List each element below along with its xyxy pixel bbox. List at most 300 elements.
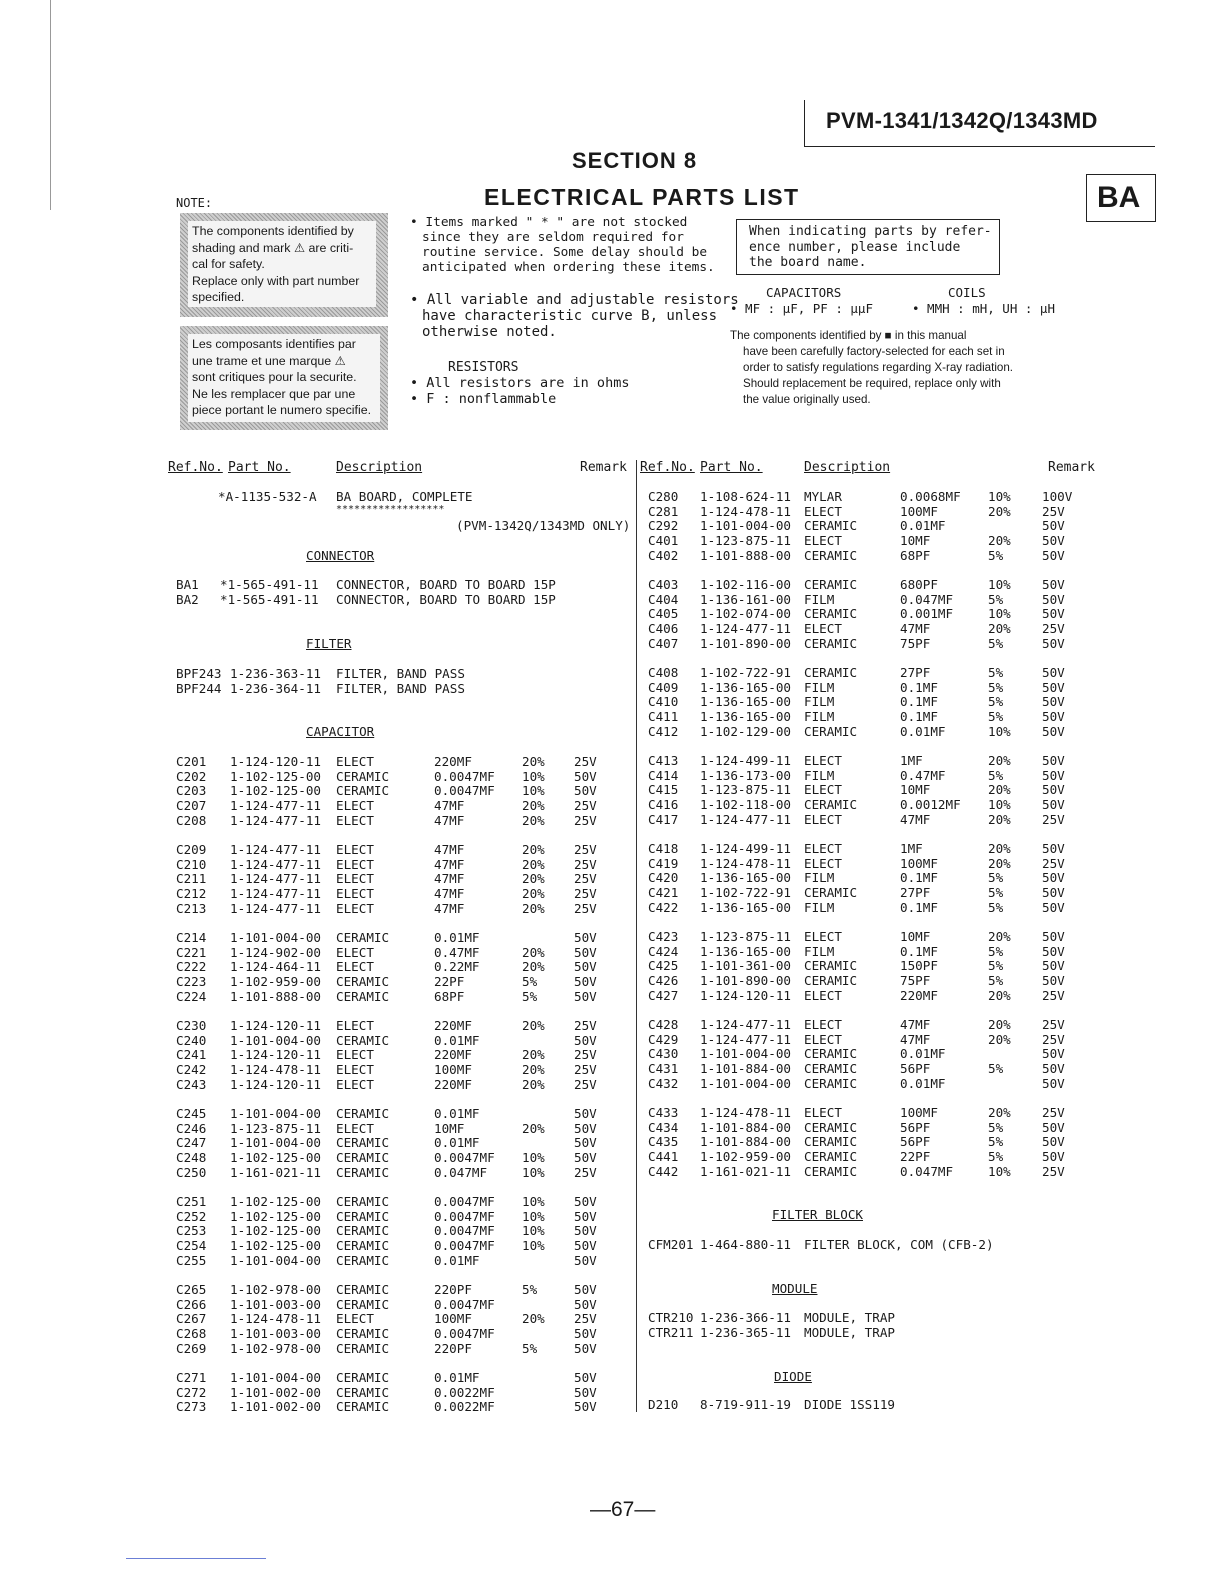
capacitor-row[interactable] — [648, 548, 1088, 563]
description: MODULE, TRAP — [804, 1310, 895, 1325]
cap-type: ELECT — [804, 811, 842, 827]
part-no: 1-102-978-00 — [230, 1340, 321, 1356]
part-no: 1-101-004-00 — [700, 518, 791, 534]
capacitor-row[interactable] — [176, 959, 616, 974]
part-no: 1-161-021-11 — [700, 1163, 791, 1179]
cap-tolerance: 5% — [988, 679, 1004, 695]
ref-no: C411 — [648, 709, 679, 725]
part-no: 1-101-890-00 — [700, 973, 791, 989]
cap-tolerance: 20% — [522, 1076, 545, 1092]
note-english-box — [180, 213, 388, 317]
cap-value: 0.0047MF — [434, 1194, 495, 1209]
ref-no: C409 — [648, 679, 679, 695]
capacitor-row[interactable] — [648, 1046, 1088, 1061]
cap-voltage: 50V — [1042, 1149, 1065, 1165]
cap-tolerance: 20% — [522, 871, 545, 887]
filter-block-title: FILTER BLOCK — [772, 1207, 863, 1222]
part-no: 1-124-499-11 — [700, 841, 791, 856]
capacitor-row[interactable] — [176, 1150, 616, 1165]
cap-tolerance: 10% — [988, 606, 1011, 622]
cap-tolerance: 5% — [522, 988, 538, 1004]
cap-type: ELECT — [336, 1018, 374, 1033]
capacitor-row[interactable] — [176, 901, 616, 916]
capacitor-row[interactable] — [176, 1385, 616, 1400]
cap-type: CERAMIC — [336, 768, 390, 784]
capacitor-row[interactable] — [176, 857, 616, 872]
capacitor-row[interactable] — [176, 1135, 616, 1150]
ref-no: C248 — [176, 1150, 207, 1166]
capacitor-row[interactable] — [648, 768, 1088, 783]
ref-no: C423 — [648, 929, 679, 944]
cap-type: CERAMIC — [336, 988, 390, 1004]
capacitor-row[interactable] — [176, 930, 616, 945]
filter-block-desc: FILTER BLOCK, COM (CFB-2) — [804, 1237, 994, 1252]
capacitor-row[interactable] — [176, 1341, 616, 1356]
ref-no: C421 — [648, 885, 679, 901]
capacitor-row[interactable] — [176, 1194, 616, 1209]
cap-value: 220MF — [900, 987, 938, 1003]
cap-voltage: 50V — [574, 1208, 597, 1224]
board-tag — [1086, 174, 1156, 222]
cap-value: 0.1MF — [900, 870, 938, 886]
cap-type: CERAMIC — [336, 1370, 390, 1385]
ref-no: C251 — [176, 1194, 207, 1209]
capacitor-row[interactable] — [176, 1370, 616, 1385]
capacitor-row[interactable] — [176, 1209, 616, 1224]
cap-tolerance: 5% — [522, 1340, 538, 1356]
cap-tolerance: 5% — [988, 973, 1004, 989]
capacitor-row[interactable] — [176, 1018, 616, 1033]
part-no: *1-565-491-11 — [220, 577, 319, 592]
ref-no: C405 — [648, 606, 679, 622]
capacitor-row[interactable] — [176, 1062, 616, 1077]
cap-voltage: 25V — [574, 798, 597, 814]
ref-no: C435 — [648, 1134, 679, 1150]
cap-type: FILM — [804, 709, 835, 725]
part-no: 1-101-003-00 — [230, 1296, 321, 1312]
capacitor-row[interactable] — [648, 665, 1088, 680]
capacitor-row[interactable] — [648, 944, 1088, 959]
diode-row[interactable] — [648, 1397, 1068, 1412]
capacitor-row[interactable] — [176, 1253, 616, 1268]
ref-no: C403 — [648, 577, 679, 592]
ref-no: C431 — [648, 1061, 679, 1077]
note-english-line: specified. — [192, 290, 245, 304]
diode-desc: DIODE 1SS119 — [804, 1397, 895, 1412]
part-no: 1-101-004-00 — [230, 1135, 321, 1151]
cap-value: 0.0047MF — [434, 1208, 495, 1224]
ref-no: C221 — [176, 944, 207, 960]
capacitor-row[interactable] — [176, 989, 616, 1004]
cap-value: 47MF — [434, 856, 465, 872]
cap-type: CERAMIC — [804, 635, 858, 651]
part-no: 1-101-004-00 — [700, 1075, 791, 1091]
capacitor-row[interactable] — [176, 1077, 616, 1092]
part-no: 1-102-125-00 — [230, 1238, 321, 1254]
cap-value: 0.0047MF — [434, 1326, 495, 1342]
left-margin-line — [50, 0, 51, 210]
cap-voltage: 25V — [1042, 1031, 1065, 1047]
diode-part: 8-719-911-19 — [700, 1397, 791, 1412]
cap-type: CERAMIC — [804, 1149, 858, 1165]
cap-value: 56PF — [900, 1119, 931, 1135]
capacitor-row[interactable] — [176, 1238, 616, 1253]
ref-no: C247 — [176, 1135, 207, 1151]
cap-value: 0.0047MF — [434, 768, 495, 784]
cap-voltage: 50V — [1042, 591, 1065, 607]
cap-voltage: 50V — [1042, 709, 1065, 725]
capacitor-row[interactable] — [648, 988, 1088, 1003]
cap-value: 100MF — [434, 1062, 472, 1078]
ref-no: C265 — [176, 1282, 207, 1297]
capacitor-row[interactable] — [648, 636, 1088, 651]
description: CONNECTOR, BOARD TO BOARD 15P — [336, 591, 556, 607]
capacitor-row[interactable] — [648, 592, 1088, 607]
cap-value: 47MF — [900, 621, 931, 637]
capacitor-row[interactable] — [648, 1134, 1088, 1149]
part-no: 1-102-959-00 — [700, 1149, 791, 1165]
capacitor-row[interactable] — [648, 680, 1088, 695]
capacitors-unit-title: CAPACITORS — [766, 285, 842, 300]
capacitor-row[interactable] — [648, 1164, 1088, 1179]
cap-value: 220PF — [434, 1282, 472, 1297]
cap-tolerance: 20% — [522, 959, 545, 975]
capacitor-row[interactable] — [648, 1105, 1088, 1120]
cap-voltage: 25V — [1042, 503, 1065, 519]
cap-tolerance: 20% — [988, 841, 1011, 856]
capacitor-row[interactable] — [648, 885, 1088, 900]
cap-type: ELECT — [336, 798, 374, 814]
capacitor-row[interactable] — [176, 1033, 616, 1048]
cap-voltage: 50V — [574, 944, 597, 960]
cap-type: ELECT — [336, 1062, 374, 1078]
cap-voltage: 50V — [574, 959, 597, 975]
cap-voltage: 50V — [574, 974, 597, 990]
capacitor-row[interactable] — [176, 1399, 616, 1414]
capacitor-row[interactable] — [176, 1165, 616, 1180]
cap-voltage: 25V — [574, 1076, 597, 1092]
cap-value: 0.01MF — [434, 1106, 480, 1121]
capacitor-row[interactable] — [648, 1017, 1088, 1032]
cap-value: 27PF — [900, 665, 931, 680]
connector-row[interactable] — [176, 577, 616, 592]
cap-type: CERAMIC — [804, 1163, 858, 1179]
capacitor-row[interactable] — [176, 871, 616, 886]
cap-value: 22PF — [900, 1149, 931, 1165]
cap-value: 220MF — [434, 1047, 472, 1063]
cap-type: CERAMIC — [804, 577, 858, 592]
cap-voltage: 50V — [574, 1032, 597, 1048]
cap-type: ELECT — [336, 944, 374, 960]
cap-value: 100MF — [434, 1311, 472, 1327]
ref-no: C416 — [648, 797, 679, 813]
cap-type: ELECT — [804, 1017, 842, 1032]
cap-tolerance: 20% — [988, 1105, 1011, 1120]
capacitor-row[interactable] — [648, 724, 1088, 739]
cap-voltage: 25V — [1042, 855, 1065, 871]
cap-voltage: 25V — [1042, 987, 1065, 1003]
capacitor-row[interactable] — [176, 1047, 616, 1062]
bottom-left-rule — [126, 1558, 266, 1559]
cap-voltage: 50V — [1042, 1119, 1065, 1135]
part-no: 1-123-875-11 — [700, 782, 791, 798]
ref-no: C410 — [648, 694, 679, 710]
capacitor-row[interactable] — [648, 606, 1088, 621]
ref-no: C224 — [176, 988, 207, 1004]
note-french-line: une trame et une marque ⚠ — [192, 353, 346, 368]
connector-section-title: CONNECTOR — [306, 548, 375, 563]
ref-no: BPF243 — [176, 666, 222, 681]
board-complete-desc: BA BOARD, COMPLETE — [336, 489, 473, 504]
module-row[interactable] — [648, 1325, 1088, 1340]
capacitor-row[interactable] — [176, 945, 616, 960]
part-no: 1-101-002-00 — [230, 1384, 321, 1400]
cap-tolerance: 20% — [522, 812, 545, 828]
cap-tolerance: 10% — [522, 1223, 545, 1239]
cap-type: FILM — [804, 767, 835, 783]
page-title: ELECTRICAL PARTS LIST — [484, 184, 800, 210]
capacitor-row[interactable] — [648, 900, 1088, 915]
capacitor-row[interactable] — [648, 958, 1088, 973]
cap-voltage: 50V — [1042, 943, 1065, 959]
capacitor-row[interactable] — [176, 1121, 616, 1136]
cap-value: 22PF — [434, 974, 465, 990]
cap-value: 220MF — [434, 1018, 472, 1033]
part-no: 1-101-003-00 — [230, 1326, 321, 1342]
cap-type: ELECT — [336, 871, 374, 887]
part-no: 1-101-004-00 — [230, 930, 321, 945]
cap-tolerance: 20% — [522, 1018, 545, 1033]
capacitor-row[interactable] — [176, 1311, 616, 1326]
cap-type: ELECT — [804, 621, 842, 637]
cap-value: 10MF — [434, 1120, 465, 1136]
part-no: 1-102-722-91 — [700, 665, 791, 680]
filter-block-ref: CFM201 — [648, 1237, 694, 1252]
part-no: 1-236-366-11 — [700, 1310, 791, 1325]
cap-type: CERAMIC — [804, 797, 858, 813]
resistor-curve-note: • All variable and adjustable resistors have characteristic curve B, unless otherwise noted. — [410, 292, 739, 340]
cap-value: 220PF — [434, 1340, 472, 1356]
cap-tolerance: 10% — [988, 797, 1011, 813]
part-no: 1-101-888-00 — [700, 547, 791, 563]
capacitor-row[interactable] — [648, 577, 1088, 592]
filter-row[interactable] — [176, 681, 616, 696]
cap-voltage: 50V — [1042, 606, 1065, 622]
part-no: 1-124-477-11 — [230, 798, 321, 814]
cap-tolerance: 5% — [988, 694, 1004, 710]
capacitor-row[interactable] — [176, 1297, 616, 1312]
cap-tolerance: 20% — [522, 1120, 545, 1136]
connector-row[interactable] — [176, 592, 616, 607]
filter-row[interactable] — [176, 666, 616, 681]
capacitor-row[interactable] — [648, 709, 1088, 724]
col-remark-right: Remark — [1048, 460, 1095, 475]
cap-tolerance: 10% — [522, 1194, 545, 1209]
cap-voltage: 50V — [574, 1282, 597, 1297]
ref-no: C273 — [176, 1399, 207, 1415]
cap-type: ELECT — [336, 900, 374, 916]
capacitor-row[interactable] — [648, 1032, 1088, 1047]
capacitor-row[interactable] — [176, 769, 616, 784]
capacitor-row[interactable] — [648, 1120, 1088, 1135]
capacitor-row[interactable] — [176, 842, 616, 857]
capacitor-row[interactable] — [648, 694, 1088, 709]
cap-type: ELECT — [336, 1311, 374, 1327]
cap-tolerance: 5% — [988, 1149, 1004, 1165]
module-title: MODULE — [772, 1281, 818, 1296]
cap-type: ELECT — [336, 1076, 374, 1092]
cap-type: FILM — [804, 591, 835, 607]
note-english-line: cal for safety. — [192, 257, 265, 271]
capacitor-row[interactable] — [176, 754, 616, 769]
cap-voltage: 25V — [574, 812, 597, 828]
cap-tolerance: 5% — [988, 870, 1004, 886]
ref-no: C292 — [648, 518, 679, 534]
capacitor-row[interactable] — [648, 797, 1088, 812]
capacitor-row[interactable] — [648, 812, 1088, 827]
capacitor-row[interactable] — [648, 1061, 1088, 1076]
capacitor-row[interactable] — [648, 1076, 1088, 1091]
cap-value: 0.47MF — [900, 767, 946, 783]
cap-value: 220MF — [434, 754, 472, 769]
ref-no: C441 — [648, 1149, 679, 1165]
part-no: 1-102-074-00 — [700, 606, 791, 622]
capacitor-row[interactable] — [176, 783, 616, 798]
note-french-line: piece portant le numero specifie. — [192, 403, 372, 417]
capacitor-row[interactable] — [648, 504, 1088, 519]
capacitor-row[interactable] — [648, 621, 1088, 636]
capacitor-row[interactable] — [176, 1223, 616, 1238]
capacitor-row[interactable] — [648, 533, 1088, 548]
cap-tolerance: 20% — [522, 798, 545, 814]
note-english-line: Replace only with part number — [192, 273, 360, 288]
ref-no: C417 — [648, 811, 679, 827]
capacitor-row[interactable] — [648, 856, 1088, 871]
cap-voltage: 50V — [1042, 753, 1065, 768]
board-tag-label: BA — [1097, 181, 1141, 214]
capacitor-row[interactable] — [176, 1326, 616, 1341]
coils-unit-title: COILS — [948, 285, 986, 300]
cap-type: ELECT — [336, 1047, 374, 1063]
part-no: 1-102-125-00 — [230, 1194, 321, 1209]
diode-ref: D210 — [648, 1397, 679, 1412]
ref-no: C418 — [648, 841, 679, 856]
capacitor-row[interactable] — [648, 973, 1088, 988]
cap-type: CERAMIC — [804, 547, 858, 563]
cap-tolerance: 5% — [988, 591, 1004, 607]
capacitor-row[interactable] — [648, 753, 1088, 768]
capacitor-row[interactable] — [648, 782, 1088, 797]
part-no: 1-136-173-00 — [700, 767, 791, 783]
capacitor-row[interactable] — [176, 1282, 616, 1297]
cap-voltage: 50V — [1042, 577, 1065, 592]
cap-tolerance: 5% — [988, 1134, 1004, 1150]
description: CONNECTOR, BOARD TO BOARD 15P — [336, 577, 556, 592]
cap-type: ELECT — [804, 1031, 842, 1047]
part-no: 1-101-004-00 — [230, 1370, 321, 1385]
ref-no: C402 — [648, 547, 679, 563]
part-no: 1-102-125-00 — [230, 1150, 321, 1166]
part-no: 1-124-902-00 — [230, 944, 321, 960]
capacitors-unit-note: • MF : μF, PF : μμF — [730, 301, 873, 316]
cap-type: ELECT — [336, 754, 374, 769]
ref-no: C246 — [176, 1120, 207, 1136]
ref-no: C406 — [648, 621, 679, 637]
cap-value: 0.1MF — [900, 943, 938, 959]
cap-type: FILM — [804, 899, 835, 915]
cap-value: 75PF — [900, 635, 931, 651]
capacitor-row[interactable] — [648, 489, 1088, 504]
cap-voltage: 25V — [574, 1047, 597, 1063]
cap-tolerance: 20% — [522, 944, 545, 960]
cap-voltage: 50V — [1042, 723, 1065, 739]
capacitor-row[interactable] — [648, 870, 1088, 885]
capacitor-row[interactable] — [648, 1149, 1088, 1164]
cap-tolerance: 20% — [988, 929, 1011, 944]
cap-value: 100MF — [900, 503, 938, 519]
part-no: 1-108-624-11 — [700, 489, 791, 504]
cap-voltage: 25V — [574, 754, 597, 769]
ref-no: C426 — [648, 973, 679, 989]
capacitor-row[interactable] — [648, 929, 1088, 944]
ref-no: C413 — [648, 753, 679, 768]
cap-value: 0.01MF — [434, 930, 480, 945]
col-part-left: Part No. — [228, 460, 291, 475]
cap-value: 150PF — [900, 958, 938, 974]
filter-block-row[interactable] — [648, 1237, 1068, 1252]
ref-no: C442 — [648, 1163, 679, 1179]
part-no: 1-124-120-11 — [700, 987, 791, 1003]
module-row[interactable] — [648, 1310, 1088, 1325]
capacitor-row[interactable] — [176, 1106, 616, 1121]
capacitor-row[interactable] — [176, 798, 616, 813]
capacitor-row[interactable] — [648, 518, 1088, 533]
cap-voltage: 50V — [1042, 797, 1065, 813]
cap-voltage: 50V — [1042, 885, 1065, 901]
capacitor-row[interactable] — [176, 886, 616, 901]
ref-no: C280 — [648, 489, 679, 504]
part-no: 1-123-875-11 — [700, 929, 791, 944]
cap-value: 0.0012MF — [900, 797, 961, 813]
cap-value: 0.1MF — [900, 694, 938, 710]
cap-tolerance: 20% — [988, 533, 1011, 549]
cap-type: CERAMIC — [804, 1046, 858, 1062]
cap-tolerance: 10% — [988, 489, 1011, 504]
part-no: 1-102-116-00 — [700, 577, 791, 592]
cap-type: CERAMIC — [336, 1340, 390, 1356]
ref-no: BPF244 — [176, 680, 222, 696]
cap-voltage: 50V — [1042, 929, 1065, 944]
cap-type: CERAMIC — [336, 1252, 390, 1268]
cap-voltage: 50V — [1042, 533, 1065, 549]
part-no: 1-102-959-00 — [230, 974, 321, 990]
note-label: NOTE: — [176, 196, 213, 210]
ref-no: C422 — [648, 899, 679, 915]
capacitor-row[interactable] — [176, 813, 616, 828]
cap-type: ELECT — [336, 886, 374, 902]
cap-value: 0.01MF — [900, 1046, 946, 1062]
part-no: 1-101-004-00 — [230, 1106, 321, 1121]
cap-type: ELECT — [804, 987, 842, 1003]
cap-voltage: 50V — [1042, 1046, 1065, 1062]
cap-tolerance: 20% — [988, 987, 1011, 1003]
capacitor-row[interactable] — [176, 974, 616, 989]
board-complete-part: *A-1135-532-A — [218, 489, 317, 504]
cap-voltage: 50V — [574, 1384, 597, 1400]
part-no: 1-124-120-11 — [230, 1047, 321, 1063]
capacitor-row[interactable] — [648, 841, 1088, 856]
cap-value: 0.01MF — [900, 518, 946, 534]
